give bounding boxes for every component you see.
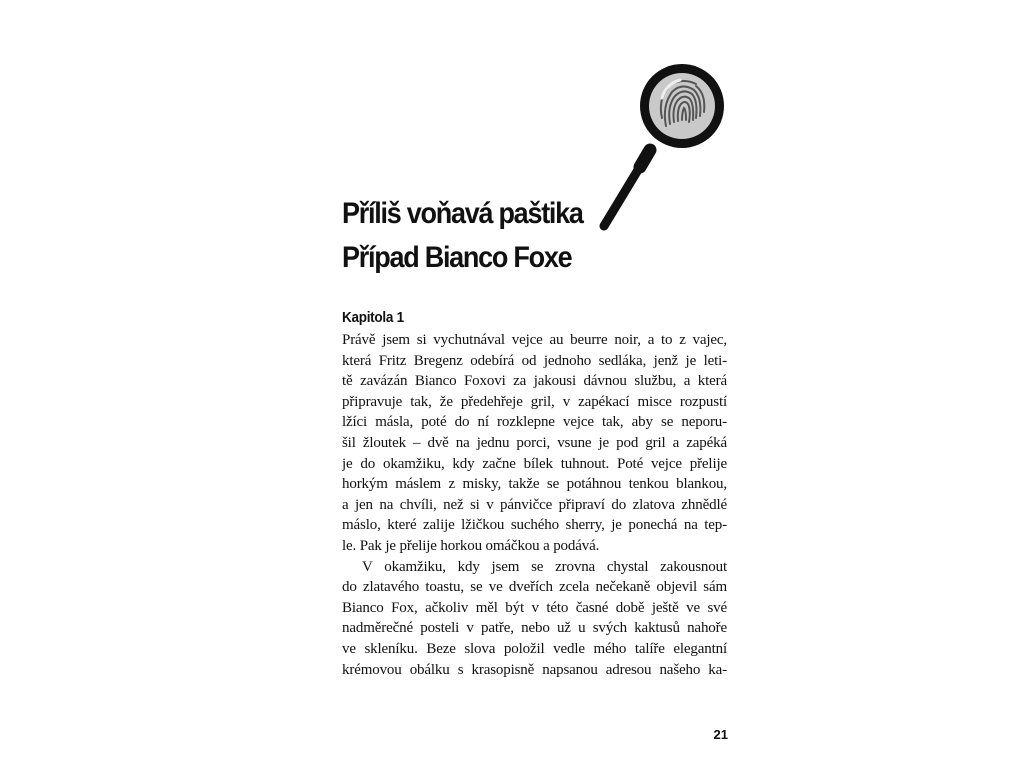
text-line: nadměrečné posteli v patře, nebo už u svých kaktusů nahoře — [342, 620, 727, 637]
chapter-heading: Kapitola 1 — [342, 309, 404, 326]
text-line: krémovou obálku s krasopisně napsanou adresou našeho ka- — [342, 661, 727, 678]
text-line: lžíci másla, poté do ní rozklepne vejce tak, aby se neporu- — [342, 414, 727, 431]
title-line-2: Případ Bianco Foxe — [342, 241, 572, 274]
chapter-title — [342, 192, 742, 280]
text-line: le. Pak je přelije horkou omáčkou a podává. — [342, 537, 600, 554]
text-line: máslo, které zalije lžičkou suchého sherry, je ponechá na tep- — [342, 517, 727, 534]
text-line: horkým máslem z misky, takže se potáhnou tenkou blankou, — [342, 476, 727, 493]
text-line: ve skleníku. Beze slova položil vedle mého talíře elegantní — [342, 640, 727, 657]
text-line: do zlatavého toastu, se ve dveřích zcela nečekaně objevil sám — [342, 579, 727, 596]
text-line: a jen na chvíli, než si v pánvičce připraví do zlatova zhnědlé — [342, 496, 727, 513]
title-line-1: Příliš voňavá paštika — [342, 197, 583, 230]
text-line: připravuje tak, že předehřeje gril, v zapékací misce rozpustí — [342, 393, 727, 410]
text-line: Bianco Fox, ačkoliv měl být v této časné době ještě ve své — [342, 599, 727, 616]
text-line: šil žloutek – dvě na jednu porci, vsune je pod gril a zapéká — [342, 434, 727, 451]
text-line: je do okamžiku, kdy začne bílek tuhnout. Poté vejce přelije — [342, 455, 727, 472]
page-number: 21 — [713, 727, 728, 742]
text-line: tě zavázán Bianco Foxovi za jakousi dávnou službu, a která — [342, 373, 727, 390]
text-line: Právě jsem si vychutnával vejce au beurre noir, a to z vajec, — [342, 332, 727, 348]
body-text — [342, 330, 727, 680]
text-line: která Fritz Bregenz odebírá od jednoho sedláka, jenž je leti- — [342, 352, 727, 369]
text-line: V okamžiku, kdy jsem se zrovna chystal zakousnout — [362, 558, 727, 575]
